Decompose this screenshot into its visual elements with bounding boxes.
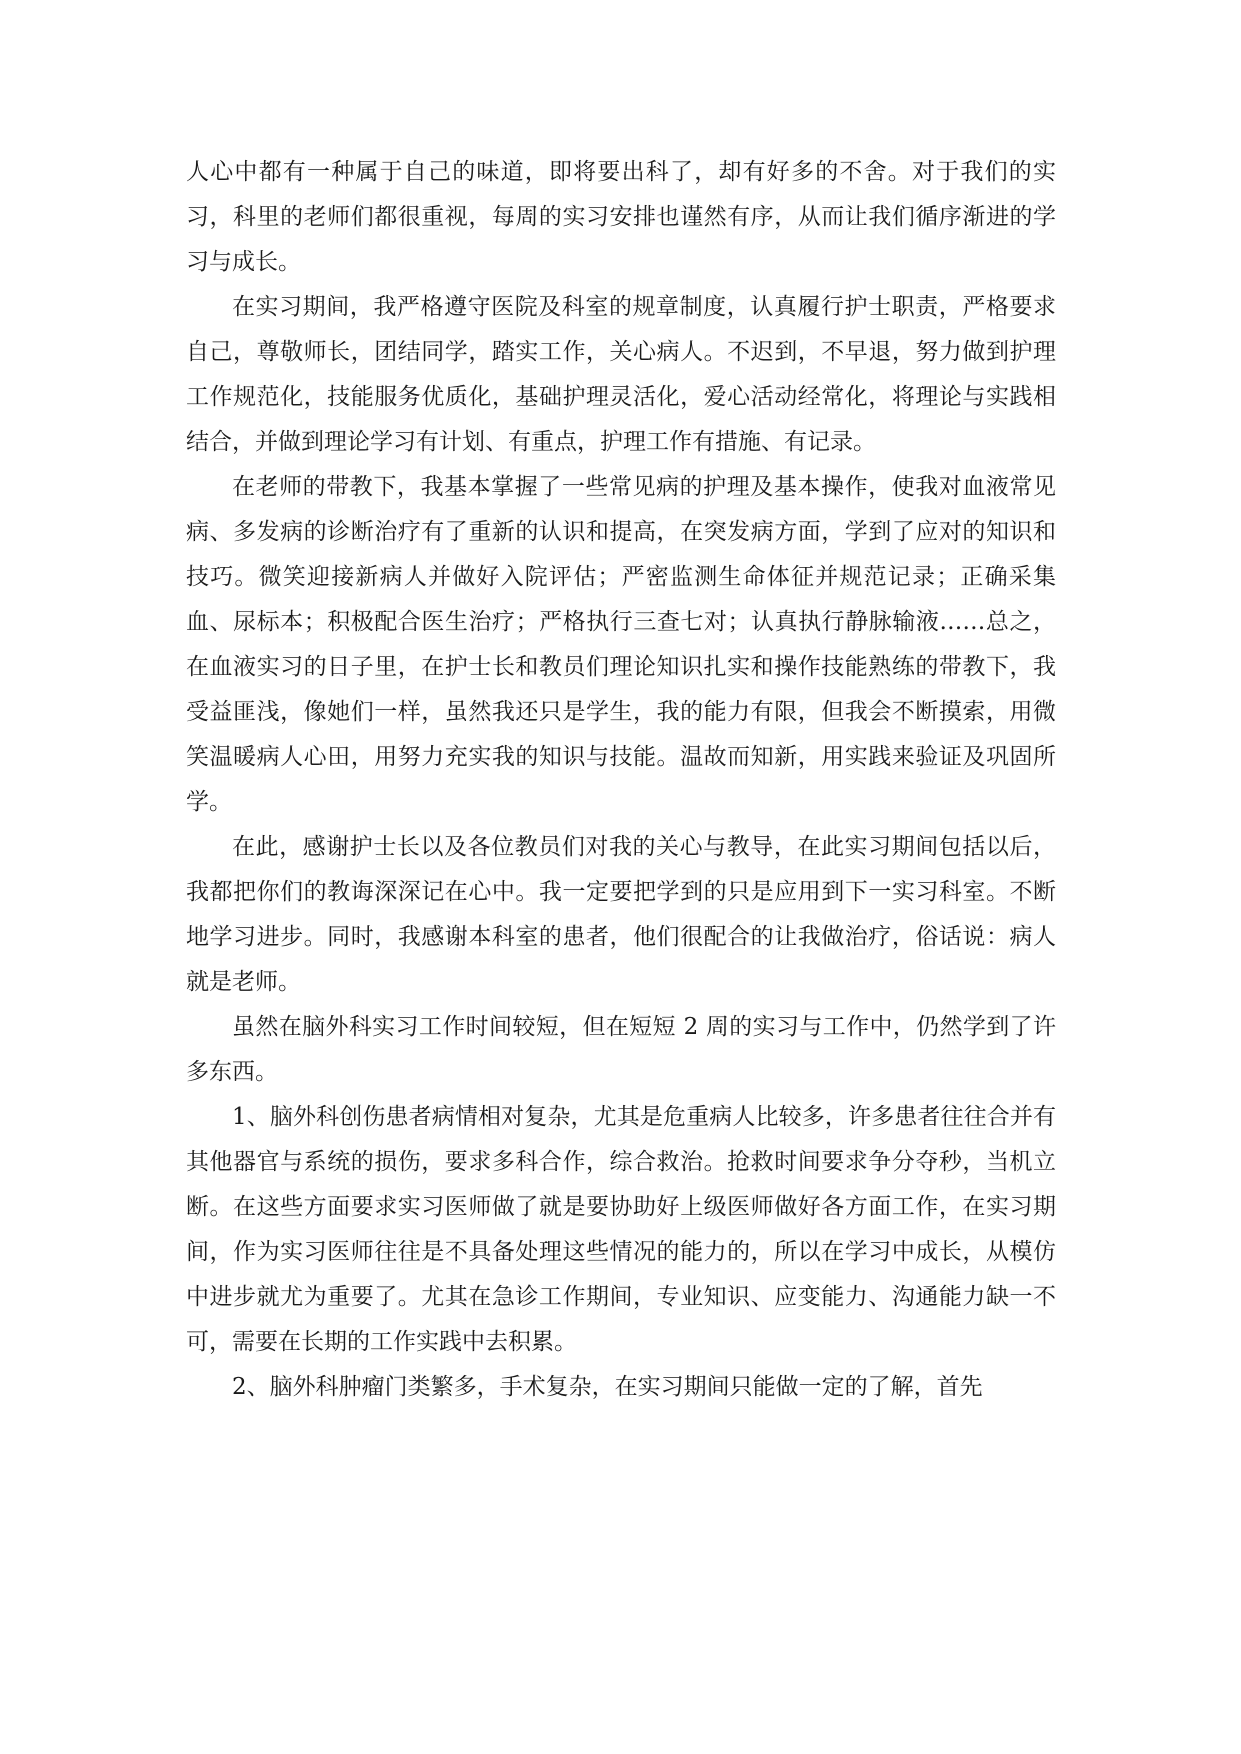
paragraph-internship-conduct: 在实习期间，我严格遵守医院及科室的规章制度，认真履行护士职责，严格要求自己，尊敬师长，团结同学，踏实工作，关心病人。不迟到，不早退，努力做到护理工作规范化，技能服务优质化，基础护理灵活化，爱心活动经常化，将理论与实践相结合，并做到理论学习有计划、有重点，护理工作有措施、有记录。: [186, 294, 1056, 455]
paragraph-skills-learned: 在老师的带教下，我基本掌握了一些常见病的护理及基本操作，使我对血液常见病、多发病的诊断治疗有了重新的认识和提高，在突发病方面，学到了应对的知识和技巧。微笑迎接新病人并做好入院评估；严密监测生命体征并规范记录；正确采集血、尿标本；积极配合医生治疗；严格执行三查七对；认真执行静脉输液……总之，在血液实习的日子里，在护士长和教员们理论知识扎实和操作技能熟练的带教下，我受益匪浅，像她们一样，虽然我还只是学生，我的能力有限，但我会不断摸索，用微笑温暖病人心田，用努力充实我的知识与技能。温故而知新，用实践来验证及巩固所学。: [186, 474, 1056, 815]
paragraph-continuation: 人心中都有一种属于自己的味道，即将要出科了，却有好多的不舍。对于我们的实习，科里的老师们都很重视，每周的实习安排也谨然有序，从而让我们循序渐进的学习与成长。: [186, 159, 1056, 275]
paragraph-point-2: 2、脑外科肿瘤门类繁多，手术复杂，在实习期间只能做一定的了解，首先: [232, 1374, 983, 1400]
paragraph-thanks: 在此，感谢护士长以及各位教员们对我的关心与教导，在此实习期间包括以后，我都把你们的教诲深深记在心中。我一定要把学到的只是应用到下一实习科室。不断地学习进步。同时，我感谢本科室的患者，他们很配合的让我做治疗，俗话说：病人就是老师。: [186, 834, 1056, 995]
paragraph-neurosurgery-intro: 虽然在脑外科实习工作时间较短，但在短短 2 周的实习与工作中，仍然学到了许多东西。: [186, 1014, 1056, 1085]
document-body: [186, 150, 1056, 1410]
paragraph-point-1: 1、脑外科创伤患者病情相对复杂，尤其是危重病人比较多，许多患者往往合并有其他器官与系统的损伤，要求多科合作，综合救治。抢救时间要求争分夺秒，当机立断。在这些方面要求实习医师做了就是要协助好上级医师做好各方面工作，在实习期间，作为实习医师往往是不具备处理这些情况的能力的，所以在学习中成长，从模仿中进步就尤为重要了。尤其在急诊工作期间，专业知识、应变能力、沟通能力缺一不可，需要在长期的工作实践中去积累。: [186, 1104, 1056, 1355]
